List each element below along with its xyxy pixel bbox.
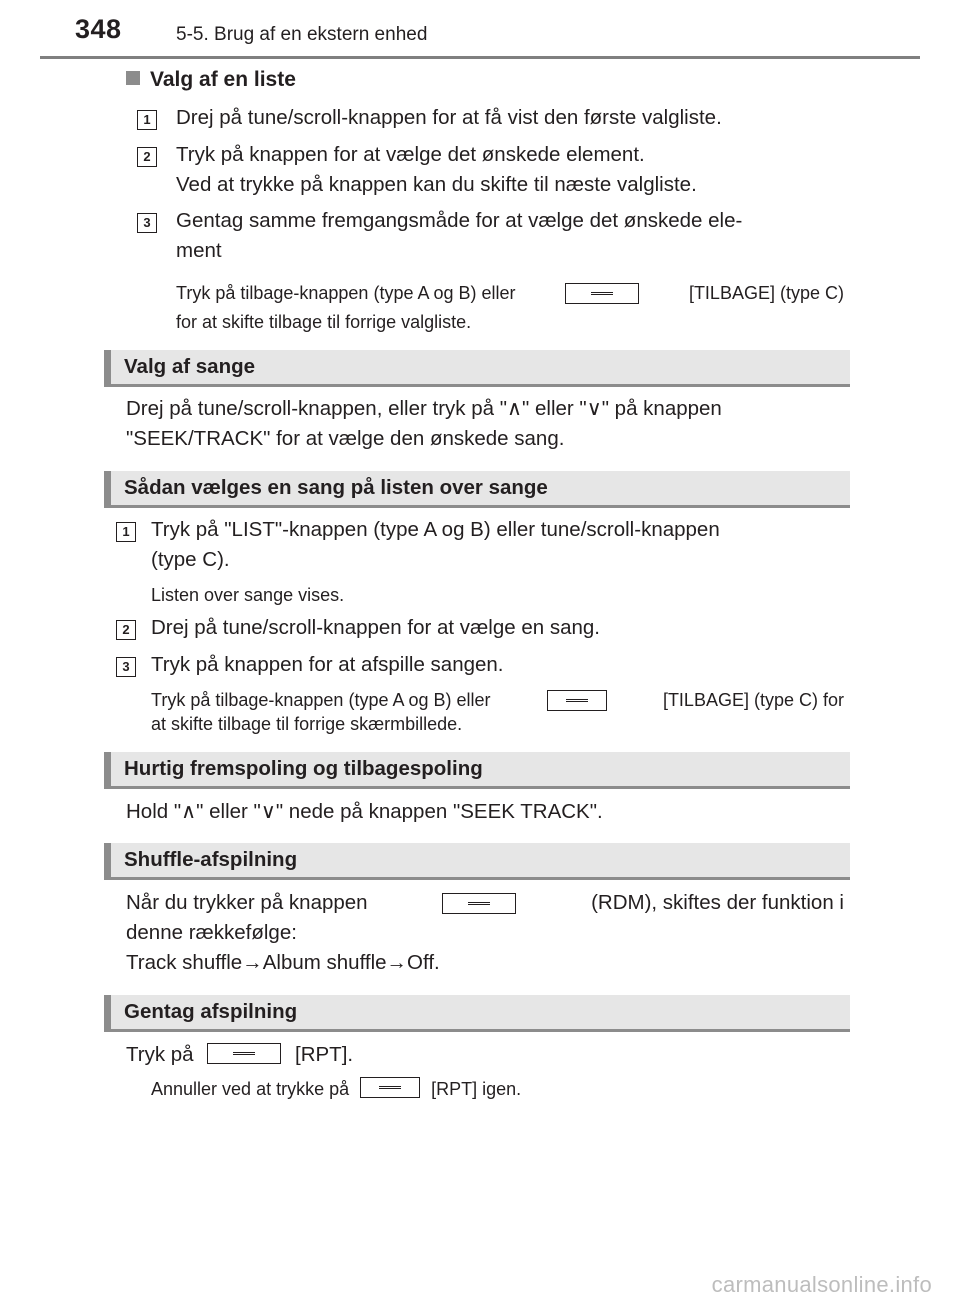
square-bullet-icon: [126, 71, 140, 85]
repeat-note: [151, 1076, 521, 1103]
section-title: Shuffle-afspilning: [124, 848, 298, 871]
repeat-text-a: Tryk på: [126, 1043, 194, 1066]
song-list-step-3: Tryk på knappen for at afspille sangen.: [151, 653, 504, 676]
step-3-text: Gentag samme fremgangsmåde for at vælge det ønskede ele-: [176, 209, 743, 232]
list-selection-title: Valg af en liste: [150, 68, 296, 91]
list-selection-heading: [126, 68, 296, 92]
shuffle-text-a: Når du trykker på knappen: [126, 891, 368, 914]
song-selection-text-cont: "SEEK/TRACK" for at vælge den ønskede sang.: [126, 427, 565, 450]
section-title: Gentag afspilning: [124, 1000, 298, 1023]
step-2-text-cont: Ved at trykke på knappen kan du skifte til næste valgliste.: [176, 173, 697, 196]
song-back-note: [151, 687, 844, 714]
section-header-fast-forward: [104, 752, 850, 789]
list-back-note-c: for at skifte tilbage til forrige valgliste.: [176, 312, 472, 332]
back-button-icon: [565, 283, 639, 304]
repeat-text-b: [RPT].: [295, 1043, 354, 1066]
step-2-text: Tryk på knappen for at vælge det ønskede element.: [176, 143, 645, 166]
section-title: Valg af sange: [124, 355, 256, 378]
song-list-step-2: Drej på tune/scroll-knappen for at vælge en sang.: [151, 616, 600, 639]
list-back-note-b: [TILBAGE] (type C): [688, 283, 844, 303]
song-selection-text: Drej på tune/scroll-knappen, eller tryk på "∧" eller "∨" på knappen: [126, 397, 722, 420]
repeat-text: [126, 1040, 353, 1070]
rpt-button-icon: [207, 1043, 281, 1064]
back-button-icon: [547, 690, 607, 711]
song-back-note-b: [TILBAGE] (type C) for: [662, 690, 844, 710]
shuffle-text: [126, 888, 844, 918]
step-1-text: Drej på tune/scroll-knappen for at få vist den første valgliste.: [176, 106, 722, 129]
step-badge-1: 1: [116, 522, 136, 542]
header-rule: [40, 56, 920, 59]
section-title: Sådan vælges en sang på listen over sange: [124, 476, 548, 499]
shuffle-text-b: (RDM), skiftes der funktion i: [591, 891, 844, 914]
song-back-note-c: at skifte tilbage til forrige skærmbillede.: [151, 714, 463, 734]
repeat-note-a: Annuller ved at trykke på: [151, 1079, 350, 1099]
shuffle-order: Track shuffle→Album shuffle→Off.: [126, 951, 440, 974]
section-header-song-selection: [104, 350, 850, 387]
step-badge-2: 2: [116, 620, 136, 640]
rdm-button-icon: [442, 893, 516, 914]
chapter-title: 5-5. Brug af en ekstern enhed: [176, 24, 428, 45]
section-header-shuffle: [104, 843, 850, 880]
song-back-note-a: Tryk på tilbage-knappen (type A og B) eller: [151, 690, 491, 710]
fast-forward-text: Hold "∧" eller "∨" nede på knappen "SEEK TRACK".: [126, 800, 603, 823]
list-back-note: [176, 280, 844, 307]
step-badge-2: 2: [137, 147, 157, 167]
section-header-repeat: [104, 995, 850, 1032]
song-list-step-1-cont: (type C).: [151, 548, 230, 571]
step-badge-3: 3: [137, 213, 157, 233]
section-header-song-list: [104, 471, 850, 508]
section-title: Hurtig fremspoling og tilbagespoling: [124, 757, 483, 780]
song-list-step-1: Tryk på "LIST"-knappen (type A og B) eller tune/scroll-knappen: [151, 518, 720, 541]
step-3-text-cont: ment: [176, 239, 222, 262]
step-badge-1: 1: [137, 110, 157, 130]
shuffle-text-c: denne rækkefølge:: [126, 921, 297, 944]
rpt-button-icon: [360, 1077, 420, 1098]
page-number: 348: [75, 14, 122, 44]
song-list-step-1-note: Listen over sange vises.: [151, 585, 345, 605]
list-back-note-a: Tryk på tilbage-knappen (type A og B) eller: [176, 283, 516, 303]
step-badge-3: 3: [116, 657, 136, 677]
watermark: carmanualsonline.info: [711, 1272, 932, 1297]
repeat-note-b: [RPT] igen.: [431, 1079, 522, 1099]
